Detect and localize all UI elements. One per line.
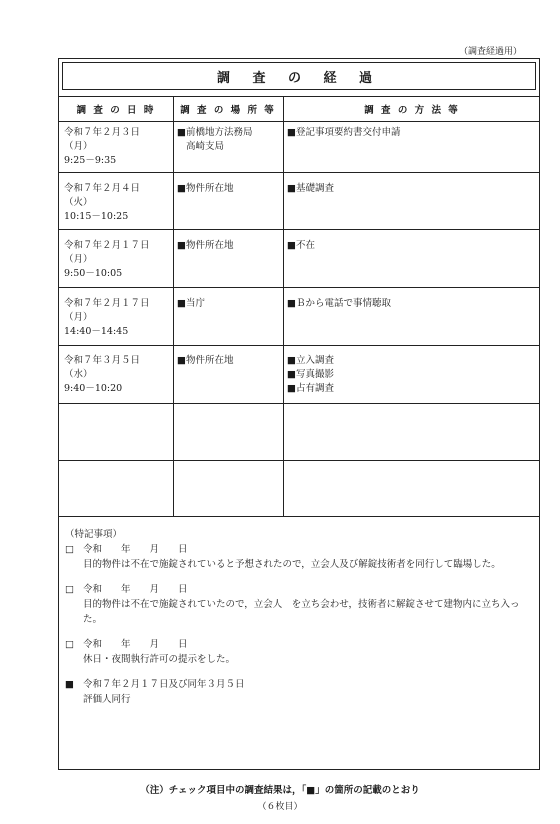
row-place bbox=[177, 126, 281, 154]
method-item: ■Ｂから電話で事情聴取 bbox=[287, 298, 391, 309]
row-time: 9:40－10:20 bbox=[64, 383, 123, 394]
row-date: 令和７年２月１７日 bbox=[64, 240, 150, 251]
row-place bbox=[177, 354, 281, 368]
special-notes bbox=[65, 527, 533, 707]
note-item bbox=[65, 637, 533, 652]
column-divider bbox=[283, 96, 284, 516]
row-weekday: （月） bbox=[64, 312, 93, 323]
row-method bbox=[287, 239, 537, 253]
table-row bbox=[64, 182, 172, 224]
place-line: ■物件所在地 bbox=[177, 183, 234, 194]
page-count: （６枚目） bbox=[257, 802, 303, 812]
row-weekday: （月） bbox=[64, 141, 93, 152]
method-item: ■写真撮影 bbox=[287, 369, 334, 380]
column-divider bbox=[173, 96, 174, 516]
note-text: 休日・夜間執行許可の提示をした。 bbox=[83, 654, 236, 665]
row-place bbox=[177, 297, 281, 311]
header-datetime: 調 査 の 日 時 bbox=[76, 104, 156, 116]
place-line: ■物件所在地 bbox=[177, 240, 234, 251]
row-divider bbox=[59, 460, 539, 461]
table-row bbox=[64, 297, 172, 339]
note-date: 令和 年 月 日 bbox=[83, 584, 188, 595]
checkbox-icon: □ bbox=[65, 639, 74, 650]
row-weekday: （月） bbox=[64, 254, 93, 265]
method-item: ■立入調査 bbox=[287, 355, 334, 366]
place-line: ■当庁 bbox=[177, 298, 205, 309]
checked-box-icon: ■ bbox=[65, 679, 74, 690]
note-item bbox=[65, 677, 533, 692]
note-item bbox=[65, 582, 533, 597]
table-top-border bbox=[59, 96, 539, 97]
notes-heading: （特記事項） bbox=[65, 529, 123, 540]
place-line: 高崎支局 bbox=[186, 141, 225, 152]
row-place bbox=[177, 182, 281, 196]
table-bottom-border bbox=[59, 516, 539, 517]
table-row bbox=[64, 354, 172, 396]
row-date: 令和７年２月４日 bbox=[64, 183, 141, 194]
place-line: ■物件所在地 bbox=[177, 355, 234, 366]
place-line: ■前橋地方法務局 bbox=[177, 127, 253, 138]
method-item: ■基礎調査 bbox=[287, 183, 334, 194]
row-divider bbox=[59, 172, 539, 173]
checkbox-icon: □ bbox=[65, 584, 74, 595]
note-text: 目的物件は不在で施錠されていたので，立会人 を立ち会わせ，技術者に解錠させて建物内に立ち入った。 bbox=[83, 599, 520, 625]
row-divider bbox=[59, 229, 539, 230]
row-place bbox=[177, 239, 281, 253]
footer-note: （注）チェック項目中の調査結果は，「■」の箇所の記載のとおり bbox=[140, 785, 420, 796]
row-divider bbox=[59, 403, 539, 404]
note-date: 令和７年２月１７日及び同年３月５日 bbox=[83, 679, 245, 690]
row-date: 令和７年２月１７日 bbox=[64, 298, 150, 309]
table-row bbox=[64, 126, 172, 168]
method-item: ■占有調査 bbox=[287, 383, 334, 394]
note-date: 令和 年 月 日 bbox=[83, 544, 188, 555]
row-method bbox=[287, 354, 537, 396]
row-weekday: （水） bbox=[64, 369, 93, 380]
row-divider bbox=[59, 287, 539, 288]
table-row bbox=[64, 239, 172, 281]
row-date: 令和７年２月３日 bbox=[64, 127, 141, 138]
checkbox-icon: □ bbox=[65, 544, 74, 555]
row-weekday: （火） bbox=[64, 197, 93, 208]
row-time: 9:50－10:05 bbox=[64, 268, 123, 279]
row-method bbox=[287, 297, 537, 311]
note-text: 評価人同行 bbox=[83, 694, 131, 705]
row-time: 9:25－9:35 bbox=[64, 155, 117, 166]
investigation-record-frame bbox=[58, 58, 540, 770]
header-divider bbox=[59, 121, 539, 122]
row-method bbox=[287, 182, 537, 196]
note-text: 目的物件は不在で施錠されていると予想されたので，立会人及び解錠技術者を同行して臨場した。 bbox=[83, 559, 501, 570]
method-item: ■登記事項要約書交付申請 bbox=[287, 127, 401, 138]
note-item bbox=[65, 542, 533, 557]
row-method bbox=[287, 126, 537, 140]
row-date: 令和７年３月５日 bbox=[64, 355, 141, 366]
row-time: 14:40－14:45 bbox=[64, 326, 129, 337]
page-title: 調 査 の 経 過 bbox=[62, 62, 536, 90]
note-date: 令和 年 月 日 bbox=[83, 639, 188, 650]
header-method: 調 査 の 方 法 等 bbox=[364, 104, 460, 116]
method-item: ■不在 bbox=[287, 240, 315, 251]
row-divider bbox=[59, 345, 539, 346]
row-time: 10:15－10:25 bbox=[64, 211, 129, 222]
header-place: 調 査 の 場 所 等 bbox=[180, 104, 276, 116]
form-label: （調査経過用） bbox=[458, 47, 522, 57]
